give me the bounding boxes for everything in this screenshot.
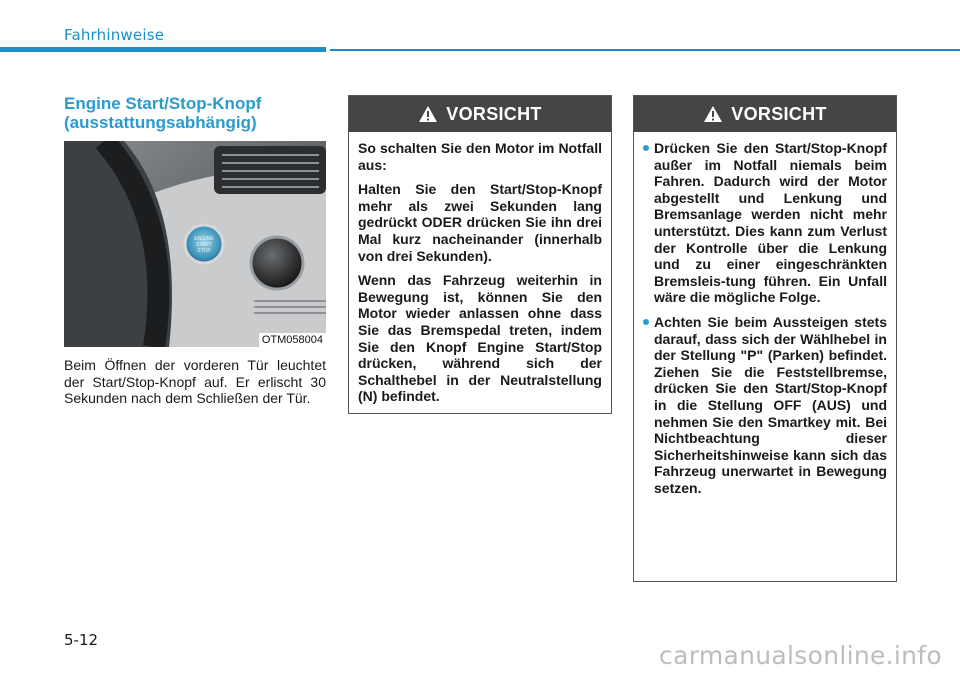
section-title-line1: Engine Start/Stop-Knopf [64, 94, 262, 113]
caution2-item-1 [643, 140, 887, 306]
caution-body-1 [349, 132, 611, 405]
caution-heading-1: VORSICHT [446, 103, 542, 124]
dashboard-illustration [64, 141, 326, 347]
warning-icon [703, 105, 723, 123]
control-knob [251, 237, 303, 289]
caution-box-1 [348, 95, 612, 414]
header-rule-thin [330, 49, 960, 51]
caution2-item-2 [643, 314, 887, 497]
dashboard-photo [64, 141, 326, 347]
caution-header-1 [349, 96, 611, 132]
page-number: 5-12 [64, 631, 99, 649]
caution2-item-text: Drücken Sie den Start/Stop-Knopf außer im Notfall niemals beim Fahren. Dadurch wird der Motor abgestellt und Lenkung und Bremsanlage werden nicht mehr unterstützt. Dies kann zum Verlust der Kontrolle über die Lenkung und zu einer eingeschränkten Bremsleis-tung führen. Ein Unfall wäre die mögliche Folge. [654, 140, 887, 306]
photo-label: OTM058004 [259, 333, 326, 347]
caution-header-2 [634, 96, 896, 132]
header-title: Fahrhinweise [64, 26, 165, 44]
warning-icon [418, 105, 438, 123]
section-title [64, 94, 334, 132]
start-stop-button-text-2: START [196, 242, 212, 248]
caution2-item-text: Achten Sie beim Aussteigen stets darauf, dass sich der Wählhebel in der Stellung "P" (Parken) befindet. Ziehen Sie die Feststellbremse, drücken Sie den Start/Stop-Knopf in die Stellung OFF (AUS) und nehmen Sie den Smartkey mit. Bei Nichtbeachtung dieser Sicherheitshinweise kann sich das Fahrzeug unerwartet in Bewegung setzen. [654, 313, 887, 496]
header-rule-thick [0, 47, 326, 52]
watermark: carmanualsonline.info [659, 641, 942, 670]
caution-heading-2: VORSICHT [731, 103, 827, 124]
caution1-paragraph-3: Wenn das Fahrzeug weiterhin in Bewegung ist, können Sie den Motor wieder anlassen ohne dass Sie das Bremspedal treten, indem Sie den Knopf Engine Start/Stop drücken, während sich der Schalthebel in der Neutralstellung (N) befindet. [358, 272, 602, 405]
start-stop-button-text-1: ENGINE [194, 236, 214, 242]
caution1-paragraph-2: Halten Sie den Start/Stop-Knopf mehr als zwei Sekunden lang gedrückt ODER drücken Sie ihn drei Mal kurz nacheinander (innerhalb von drei Sekunden). [358, 181, 602, 264]
section-title-line2: (ausstattungsabhängig) [64, 113, 257, 132]
air-vent [214, 146, 326, 194]
caution-box-2 [633, 95, 897, 582]
start-stop-button-text-3: STOP [197, 248, 211, 254]
caution2-list [643, 140, 887, 496]
body-text: Beim Öffnen der vorderen Tür leuchtet der Start/Stop-Knopf auf. Er erlischt 30 Sekunden nach dem Schließen der Tür. [64, 357, 326, 406]
caution-body-2 [634, 132, 896, 496]
caution1-paragraph-1: So schalten Sie den Motor im Notfall aus: [358, 140, 602, 173]
bullet-icon [643, 145, 649, 151]
bullet-icon [643, 319, 649, 325]
